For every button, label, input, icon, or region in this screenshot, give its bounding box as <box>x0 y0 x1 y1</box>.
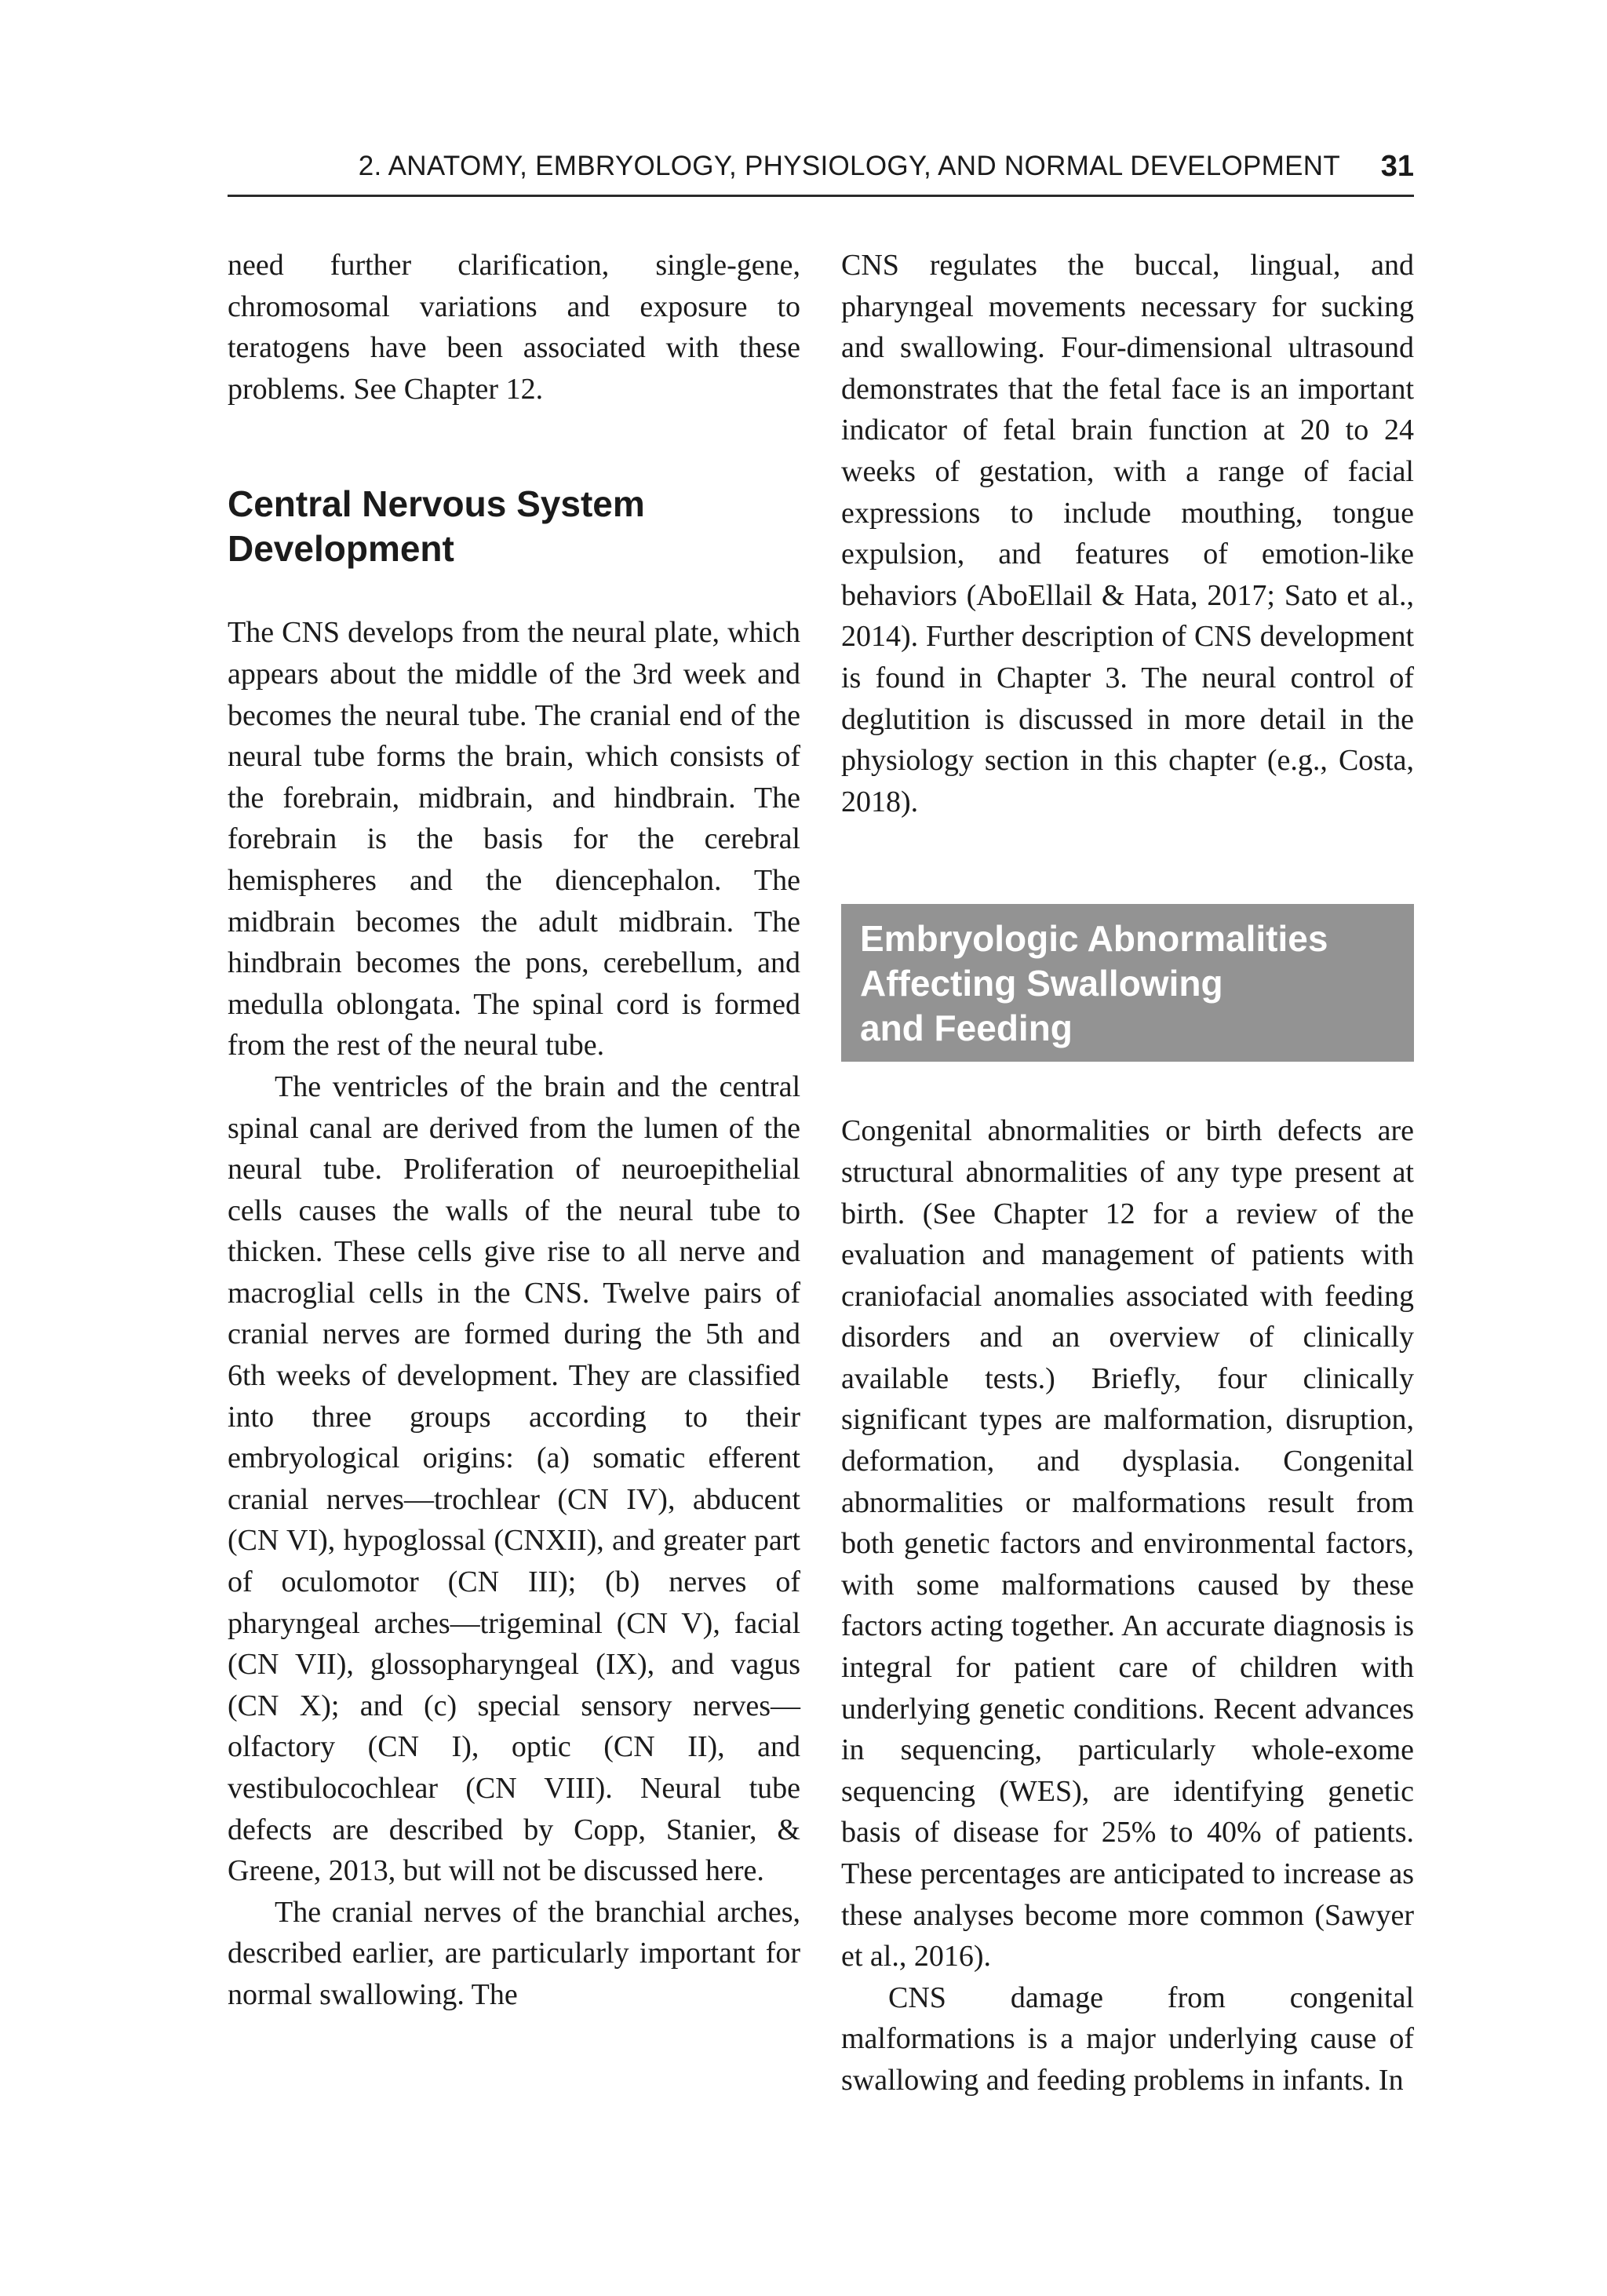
paragraph: need further clarification, single-gene, chromosomal variations and exposure to teratogens have been associated with these problems. See Chapter 12. <box>228 249 800 406</box>
running-head <box>228 144 1414 197</box>
section-heading-cns-development <box>228 482 800 571</box>
running-head-title: 2. ANATOMY, EMBRYOLOGY, PHYSIOLOGY, AND NORMAL DEVELOPMENT <box>358 151 1340 181</box>
paragraph: The cranial nerves of the branchial arches, described earlier, are particularly important for normal swallowing. The <box>228 1895 800 2011</box>
paragraph: Congenital abnormalities or birth defects are structural abnormalities of any type present at birth. (See Chapter 12 for a review of the evaluation and management of patients with craniofacial anomalies associated with feeding disorders and an overview of clinically available tests.) Briefly, four clinically significant types are malformation, disruption, deformation, and dysplasia. Congenital abnormalities or malformations result from both genetic factors and environmental factors, with some malformations caused by these factors acting together. An accurate diagnosis is integral for patient care of children with underlying genetic conditions. Recent advances in sequencing, particularly whole-exome sequencing (WES), are identifying genetic basis of disease for 25% to 40% of patients. These percentages are anticipated to increase as these analyses become more common (Sawyer et al., 2016). <box>841 1114 1414 1973</box>
paragraph: The CNS develops from the neural plate, which appears about the middle of the 3rd week and becomes the neural tube. The cranial end of the neural tube forms the brain, which consists of the forebrain, midbrain, and hindbrain. The forebrain is the basis for the cerebral hemispheres and the diencephalon. The midbrain becomes the adult midbrain. The hindbrain becomes the pons, cerebellum, and medulla oblongata. The spinal cord is formed from the rest of the neural tube. <box>228 616 800 1062</box>
right-column <box>841 245 1414 2101</box>
paragraph: CNS damage from congenital malformations is a major underlying cause of swallowing and feeding problems in infants. In <box>841 1981 1414 2097</box>
paragraph: The ventricles of the brain and the central spinal canal are derived from the lumen of the neural tube. Proliferation of neuroepithelial cells causes the walls of the neural tube to thicken. These cells give rise to all nerve and macroglial cells in the CNS. Twelve pairs of cranial nerves are formed during the 5th and 6th weeks of development. They are classified into three groups according to their embryological origins: (a) somatic efferent cranial nerves—trochlear (CN IV), abducent (CN VI), hypoglossal (CNXII), and greater part of oculomotor (CN III); (b) nerves of pharyngeal arches—trigeminal (CN V), facial (CN VII), glossopharyngeal (IX), and vagus (CN X); and (c) special sensory nerves—olfactory (CN I), optic (CN II), and vestibulocochlear (CN VIII). Neural tube defects are described by Copp, Stanier, & Greene, 2013, but will not be discussed here. <box>228 1070 800 1888</box>
section-heading-embryologic-abnormalities <box>841 904 1414 1062</box>
heading-line: and Feeding <box>860 1008 1073 1049</box>
page-number: 31 <box>1380 150 1414 183</box>
paragraph: CNS regulates the buccal, lingual, and pharyngeal movements necessary for sucking and swallowing. Four-dimensional ultrasound demonstrates that the fetal face is an important indicator of fetal brain function at 20 to 24 weeks of gestation, with a range of facial expressions to include mouthing, tongue expulsion, and features of emotion-like behaviors (AboEllail & Hata, 2017; Sato et al., 2014). Further description of CNS development is found in Chapter 3. The neural control of deglutition is discussed in more detail in the physiology section in this chapter (e.g., Costa, 2018). <box>841 249 1414 818</box>
left-column <box>228 245 800 2016</box>
heading-line: Affecting Swallowing <box>860 963 1223 1004</box>
heading-line: Development <box>228 528 454 570</box>
heading-line: Central Nervous System <box>228 483 645 525</box>
heading-line: Embryologic Abnormalities <box>860 918 1328 960</box>
